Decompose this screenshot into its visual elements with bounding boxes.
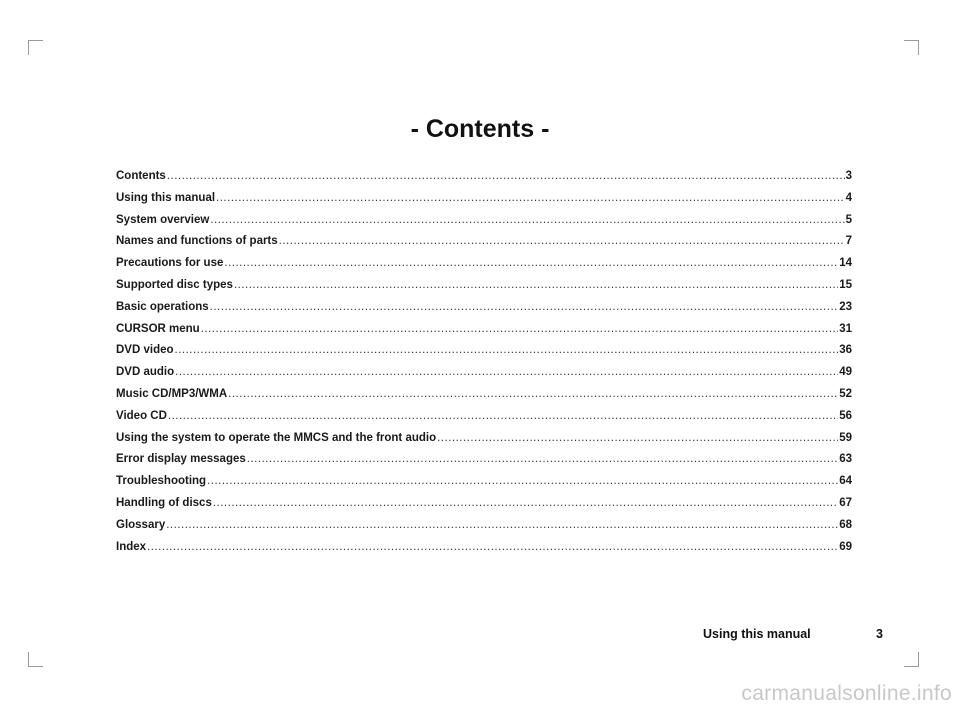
footer-section-title: Using this manual: [703, 627, 811, 641]
toc-entry-page: 69: [839, 540, 852, 553]
dot-leader: [147, 541, 838, 553]
toc-entry-page: 4: [845, 191, 852, 204]
toc-entry-label: Glossary: [116, 518, 166, 531]
toc-entry[interactable]: [116, 432, 852, 454]
toc-entry-label: DVD audio: [116, 366, 175, 379]
toc-entry[interactable]: [116, 214, 852, 236]
toc-entry-label: Contents: [116, 170, 166, 182]
toc-entry[interactable]: [116, 453, 852, 475]
toc-entry-label: System overview: [116, 213, 210, 226]
dot-leader: [166, 519, 838, 531]
toc-entry-label: CURSOR menu: [116, 322, 200, 335]
toc-entry-page: 49: [839, 366, 852, 379]
toc-entry[interactable]: [116, 279, 852, 301]
toc-entry[interactable]: [116, 541, 852, 563]
toc-entry-page: 52: [839, 387, 852, 400]
dot-leader: [279, 235, 845, 247]
toc-entry[interactable]: [116, 170, 852, 192]
toc-entry-page: 68: [839, 518, 852, 531]
toc-entry[interactable]: [116, 344, 852, 366]
toc-entry-page: 14: [839, 257, 852, 270]
dot-leader: [224, 257, 838, 269]
toc-entry-page: 3: [845, 170, 852, 182]
toc-entry-page: 67: [839, 496, 852, 509]
toc-entry-page: 15: [839, 278, 852, 291]
toc-entry-label: Using the system to operate the MMCS and the front audio: [116, 431, 437, 444]
toc-entry[interactable]: [116, 257, 852, 279]
dot-leader: [167, 170, 845, 182]
toc-entry-label: Basic operations: [116, 300, 209, 313]
toc-entry[interactable]: [116, 497, 852, 519]
toc-entry[interactable]: [116, 323, 852, 345]
dot-leader: [216, 192, 845, 204]
dot-leader: [175, 344, 839, 356]
toc-entry-label: Troubleshooting: [116, 475, 207, 488]
crop-mark-top-left: [28, 40, 43, 55]
toc-entry[interactable]: [116, 475, 852, 497]
toc-entry-page: 63: [839, 453, 852, 466]
watermark: carmanualsonline.info: [741, 682, 952, 705]
toc-entry-label: Error display messages: [116, 453, 246, 466]
toc-entry-page: 36: [839, 344, 852, 357]
toc-entry[interactable]: [116, 388, 852, 410]
dot-leader: [210, 301, 839, 313]
dot-leader: [437, 432, 838, 444]
toc-entry-page: 23: [839, 300, 852, 313]
crop-mark-bottom-right: [904, 652, 919, 667]
dot-leader: [207, 475, 838, 487]
crop-mark-bottom-left: [28, 652, 43, 667]
toc-entry-label: Handling of discs: [116, 496, 212, 509]
toc-entry-label: Names and functions of parts: [116, 235, 278, 248]
toc-entry-label: Precautions for use: [116, 257, 224, 270]
toc-entry[interactable]: [116, 366, 852, 388]
toc-entry-label: Using this manual: [116, 191, 216, 204]
toc-entry-page: 5: [845, 213, 852, 226]
toc-entry[interactable]: [116, 519, 852, 541]
toc-entry-page: 64: [839, 475, 852, 488]
toc-entry-page: 59: [839, 431, 852, 444]
toc-entry[interactable]: [116, 192, 852, 214]
dot-leader: [247, 453, 838, 465]
toc-entry-label: Index: [116, 540, 147, 553]
toc-entry[interactable]: [116, 235, 852, 257]
dot-leader: [228, 388, 838, 400]
toc-entry-label: Music CD/MP3/WMA: [116, 387, 228, 400]
toc-entry-label: DVD video: [116, 344, 174, 357]
dot-leader: [168, 410, 838, 422]
crop-mark-top-right: [904, 40, 919, 55]
dot-leader: [175, 366, 838, 378]
toc-entry-page: 31: [839, 322, 852, 335]
toc-entry-label: Supported disc types: [116, 278, 233, 291]
toc-entry-page: 7: [845, 235, 852, 248]
dot-leader: [213, 497, 838, 509]
toc-entry[interactable]: [116, 301, 852, 323]
toc-entry-label: Video CD: [116, 409, 167, 422]
dot-leader: [201, 323, 839, 335]
dot-leader: [234, 279, 838, 291]
dot-leader: [210, 214, 844, 226]
page-title: - Contents -: [410, 115, 550, 143]
toc-entry[interactable]: [116, 410, 852, 432]
table-of-contents: [116, 170, 852, 562]
toc-entry-page: 56: [839, 409, 852, 422]
footer-page-number: 3: [876, 627, 883, 641]
